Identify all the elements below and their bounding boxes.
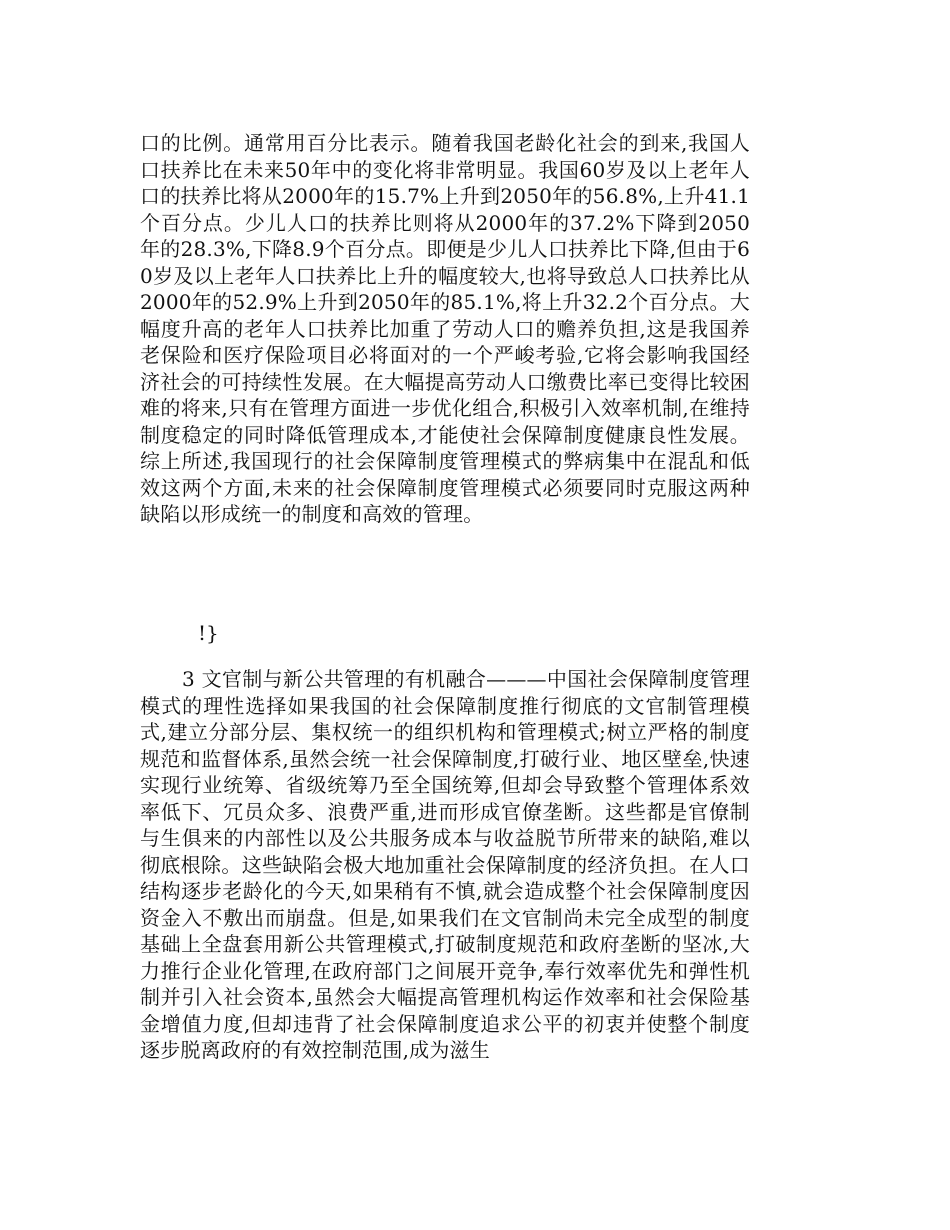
body-paragraph-2: 3 文官制与新公共管理的有机融合———中国社会保障制度管理模式的理性选择如果我国的社会保障制度推行彻底的文官制管理模式,建立分部分层、集权统一的组织机构和管理模式;树立严格的制度规范和监督体系,虽然会统一社会保障制度,打破行业、地区壁垒,快速实现行业统筹、省级统筹乃至全国统筹,但却会导致整个管理体系效率低下、冗员众多、浪费严重,进而形成官僚垄断。这些都是官僚制与生俱来的内部性以及公共服务成本与收益脱节所带来的缺陷,难以彻底根除。这些缺陷会极大地加重社会保障制度的经济负担。在人口结构逐步老龄化的今天,如果稍有不慎,就会造成整个社会保障制度因资金入不敷出而崩盘。但是,如果我们在文官制尚未完全成型的制度基础上全盘套用新公共管理模式,打破制度规范和政府垄断的坚冰,大力推行企业化管理,在政府部门之间展开竞争,奉行效率优先和弹性机制并引入社会资本,虽然会大幅提高管理机构运作效率和社会保险基金增值力度,但却违背了社会保障制度追求公平的初衷并使整个制度逐步脱离政府的有效控制范围,成为滋生 (140, 667, 750, 1062)
body-paragraph-1: 口的比例。通常用百分比表示。随着我国老龄化社会的到来,我国人口扶养比在未来50年中的变化将非常明显。我国60岁及以上老年人口的扶养比将从2000年的15.7%上升到2050年的56.8%,上升41.1个百分点。少儿人口的扶养比则将从2000年的37.2%下降到2050年的28.3%,下降8.9个百分点。即便是少儿人口扶养比下降,但由于60岁及以上老年人口扶养比上升的幅度较大,也将导致总人口扶养比从2000年的52.9%上升到2050年的85.1%,将上升32.2个百分点。大幅度升高的老年人口扶养比加重了劳动人口的赡养负担,这是我国养老保险和医疗保险项目必将面对的一个严峻考验,它将会影响我国经济社会的可持续性发展。在大幅提高劳动人口缴费比率已变得比较困难的将来,只有在管理方面进一步优化组合,积极引入效率机制,在维持制度稳定的同时降低管理成本,才能使社会保障制度健康良性发展。综上所述,我国现行的社会保障制度管理模式的弊病集中在混乱和低效这两个方面,未来的社会保障制度管理模式必须要同时克服这两种缺陷以形成统一的制度和高效的管理。 (140, 131, 750, 526)
section-marker: !} (198, 621, 219, 645)
